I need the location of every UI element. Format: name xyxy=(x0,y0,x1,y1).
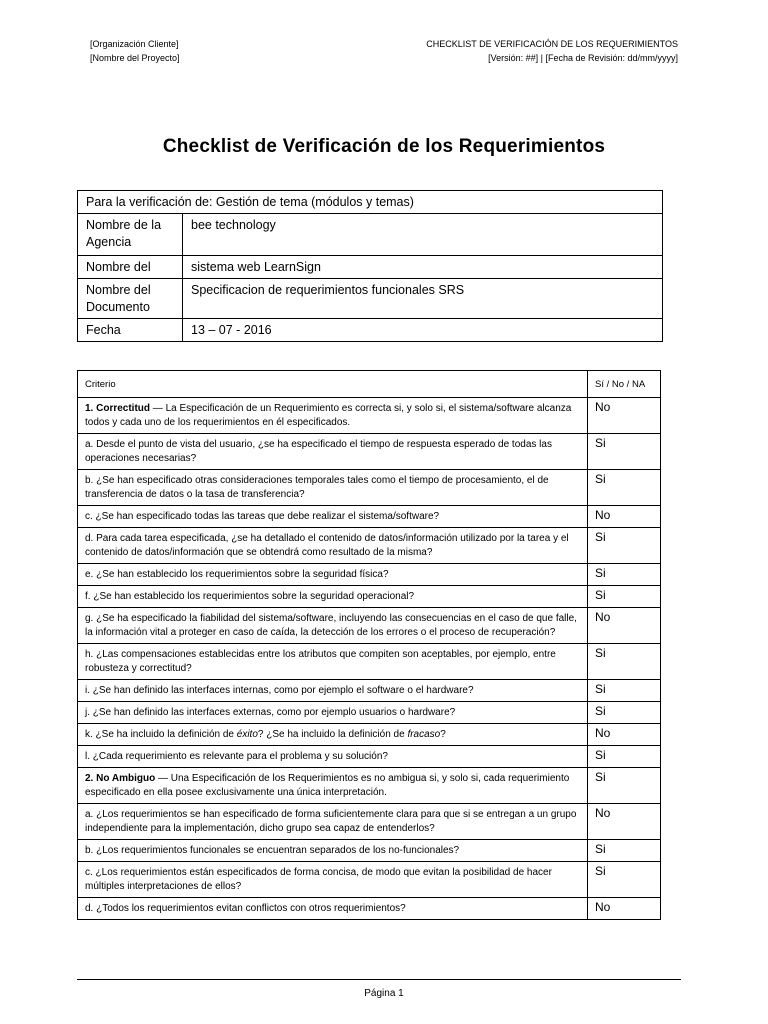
answer-cell: Si xyxy=(588,746,661,768)
info-label-date: Fecha xyxy=(78,319,183,342)
criteria-section-row xyxy=(78,768,661,804)
criteria-text: d. ¿Todos los requerimientos evitan conflictos con otros requerimientos? xyxy=(78,898,588,920)
criteria-header: Criterio xyxy=(78,371,588,398)
criteria-row xyxy=(78,898,661,920)
criteria-row xyxy=(78,840,661,862)
version-line: [Versión: ##] | [Fecha de Revisión: dd/mm/yyyy] xyxy=(488,53,678,63)
criteria-row xyxy=(78,564,661,586)
criteria-section-row xyxy=(78,398,661,434)
criteria-row xyxy=(78,528,661,564)
info-value-document: Specificacion de requerimientos funcionales SRS xyxy=(183,279,663,319)
criteria-row xyxy=(78,804,661,840)
criteria-text: g. ¿Se ha especificado la fiabilidad del sistema/software, incluyendo las consecuencias en el caso de que falle, la información vital a proteger en caso de caída, la detección de los errores o el proceso de recuperación? xyxy=(78,608,588,644)
criteria-emphasis: fracaso xyxy=(407,729,441,740)
criteria-row xyxy=(78,470,661,506)
criteria-section-title: 2. No Ambiguo xyxy=(85,773,156,784)
info-value-system: sistema web LearnSign xyxy=(183,256,663,279)
criteria-text: j. ¿Se han definido las interfaces externas, como por ejemplo usuarios o hardware? xyxy=(78,702,588,724)
answer-cell: No xyxy=(588,506,661,528)
criteria-row xyxy=(78,746,661,768)
answer-cell: Si xyxy=(588,564,661,586)
answer-cell: Si xyxy=(588,862,661,898)
criteria-row xyxy=(78,434,661,470)
criteria-text xyxy=(78,768,588,804)
criteria-section-title: 1. Correctitud xyxy=(85,403,151,414)
answer-cell: No xyxy=(588,898,661,920)
info-value-date: 13 – 07 - 2016 xyxy=(183,319,663,342)
criteria-row xyxy=(78,644,661,680)
answer-cell: Si xyxy=(588,470,661,506)
criteria-section-description: — La Especificación de un Requerimiento es correcta si, y solo si, el sistema/software alcanza todos y cada uno de los requerimientos en él especificados. xyxy=(85,403,572,428)
criteria-row xyxy=(78,680,661,702)
answer-cell: Si xyxy=(588,768,661,804)
answer-cell: Si xyxy=(588,680,661,702)
criteria-text-part: ? ¿Se ha incluido la definición de xyxy=(257,729,408,740)
criteria-text: b. ¿Se han especificado otras consideraciones temporales tales como el tiempo de procesamiento, el de transferencia de datos o la tasa de transferencia? xyxy=(78,470,588,506)
info-label-system: Nombre del xyxy=(78,256,183,279)
criteria-row xyxy=(78,862,661,898)
info-label-document: Nombre del Documento xyxy=(78,279,183,319)
criteria-row xyxy=(78,608,661,644)
answer-cell: No xyxy=(588,608,661,644)
project-placeholder: [Nombre del Proyecto] xyxy=(90,53,180,63)
criteria-text: c. ¿Los requerimientos están especificados de forma concisa, de modo que evitan la posibilidad de hacer múltiples interpretaciones de ellos? xyxy=(78,862,588,898)
answer-cell: No xyxy=(588,804,661,840)
criteria-text: a. ¿Los requerimientos se han especificado de forma suficientemente clara para que si se entregan a un grupo independiente para la implementación, dicho grupo sea capaz de entenderlos? xyxy=(78,804,588,840)
criteria-row xyxy=(78,724,661,746)
answer-cell: Si xyxy=(588,528,661,564)
page-title: Checklist de Verificación de los Requerimientos xyxy=(162,136,606,157)
info-table xyxy=(77,190,663,342)
answer-header: Sí / No / NA xyxy=(588,371,661,398)
footer-divider xyxy=(77,979,681,980)
criteria-emphasis: éxito xyxy=(236,729,258,740)
criteria-text: h. ¿Las compensaciones establecidas entre los atributos que compiten son aceptables, por ejemplo, entre robusteza y correctitud? xyxy=(78,644,588,680)
criteria-body xyxy=(78,398,661,920)
info-label-agency: Nombre de la Agencia xyxy=(78,214,183,256)
criteria-text: l. ¿Cada requerimiento es relevante para el problema y su solución? xyxy=(78,746,588,768)
criteria-text: d. Para cada tarea especificada, ¿se ha detallado el contenido de datos/información utilizado por la tarea y el contenido de datos/información que se obtendrá como resultado de la misma? xyxy=(78,528,588,564)
answer-cell: Si xyxy=(588,434,661,470)
criteria-text xyxy=(78,398,588,434)
criteria-text: i. ¿Se han definido las interfaces internas, como por ejemplo el software o el hardware? xyxy=(78,680,588,702)
criteria-text: b. ¿Los requerimientos funcionales se encuentran separados de los no-funcionales? xyxy=(78,840,588,862)
criteria-text: a. Desde el punto de vista del usuario, ¿se ha especificado el tiempo de respuesta esperado de todas las operaciones necesarias? xyxy=(78,434,588,470)
answer-cell: No xyxy=(588,724,661,746)
criteria-row xyxy=(78,702,661,724)
answer-cell: Si xyxy=(588,644,661,680)
criteria-text xyxy=(78,724,588,746)
criteria-row xyxy=(78,586,661,608)
answer-cell: Si xyxy=(588,702,661,724)
criteria-row xyxy=(78,506,661,528)
header-doc-title: CHECKLIST DE VERIFICACIÓN DE LOS REQUERIMIENTOS xyxy=(426,39,678,49)
criteria-text-part: k. ¿Se ha incluido la definición de xyxy=(85,729,237,740)
verification-cell: Para la verificación de: Gestión de tema (módulos y temas) xyxy=(78,191,663,214)
criteria-text: f. ¿Se han establecido los requerimientos sobre la seguridad operacional? xyxy=(78,586,588,608)
answer-cell: Si xyxy=(588,840,661,862)
client-placeholder: [Organización Cliente] xyxy=(90,39,179,49)
page-number: Página 1 xyxy=(364,988,404,999)
criteria-section-description: — Una Especificación de los Requerimientos es no ambigua si, y solo si, cada requerimiento especificado en ella posee exclusivamente una única interpretación. xyxy=(85,773,570,798)
info-value-agency: bee technology xyxy=(183,214,663,256)
answer-cell: Si xyxy=(588,586,661,608)
criteria-table xyxy=(77,370,661,920)
criteria-text: c. ¿Se han especificado todas las tareas que debe realizar el sistema/software? xyxy=(78,506,588,528)
criteria-text: e. ¿Se han establecido los requerimientos sobre la seguridad física? xyxy=(78,564,588,586)
answer-cell: No xyxy=(588,398,661,434)
criteria-text-part: ? xyxy=(440,729,446,740)
